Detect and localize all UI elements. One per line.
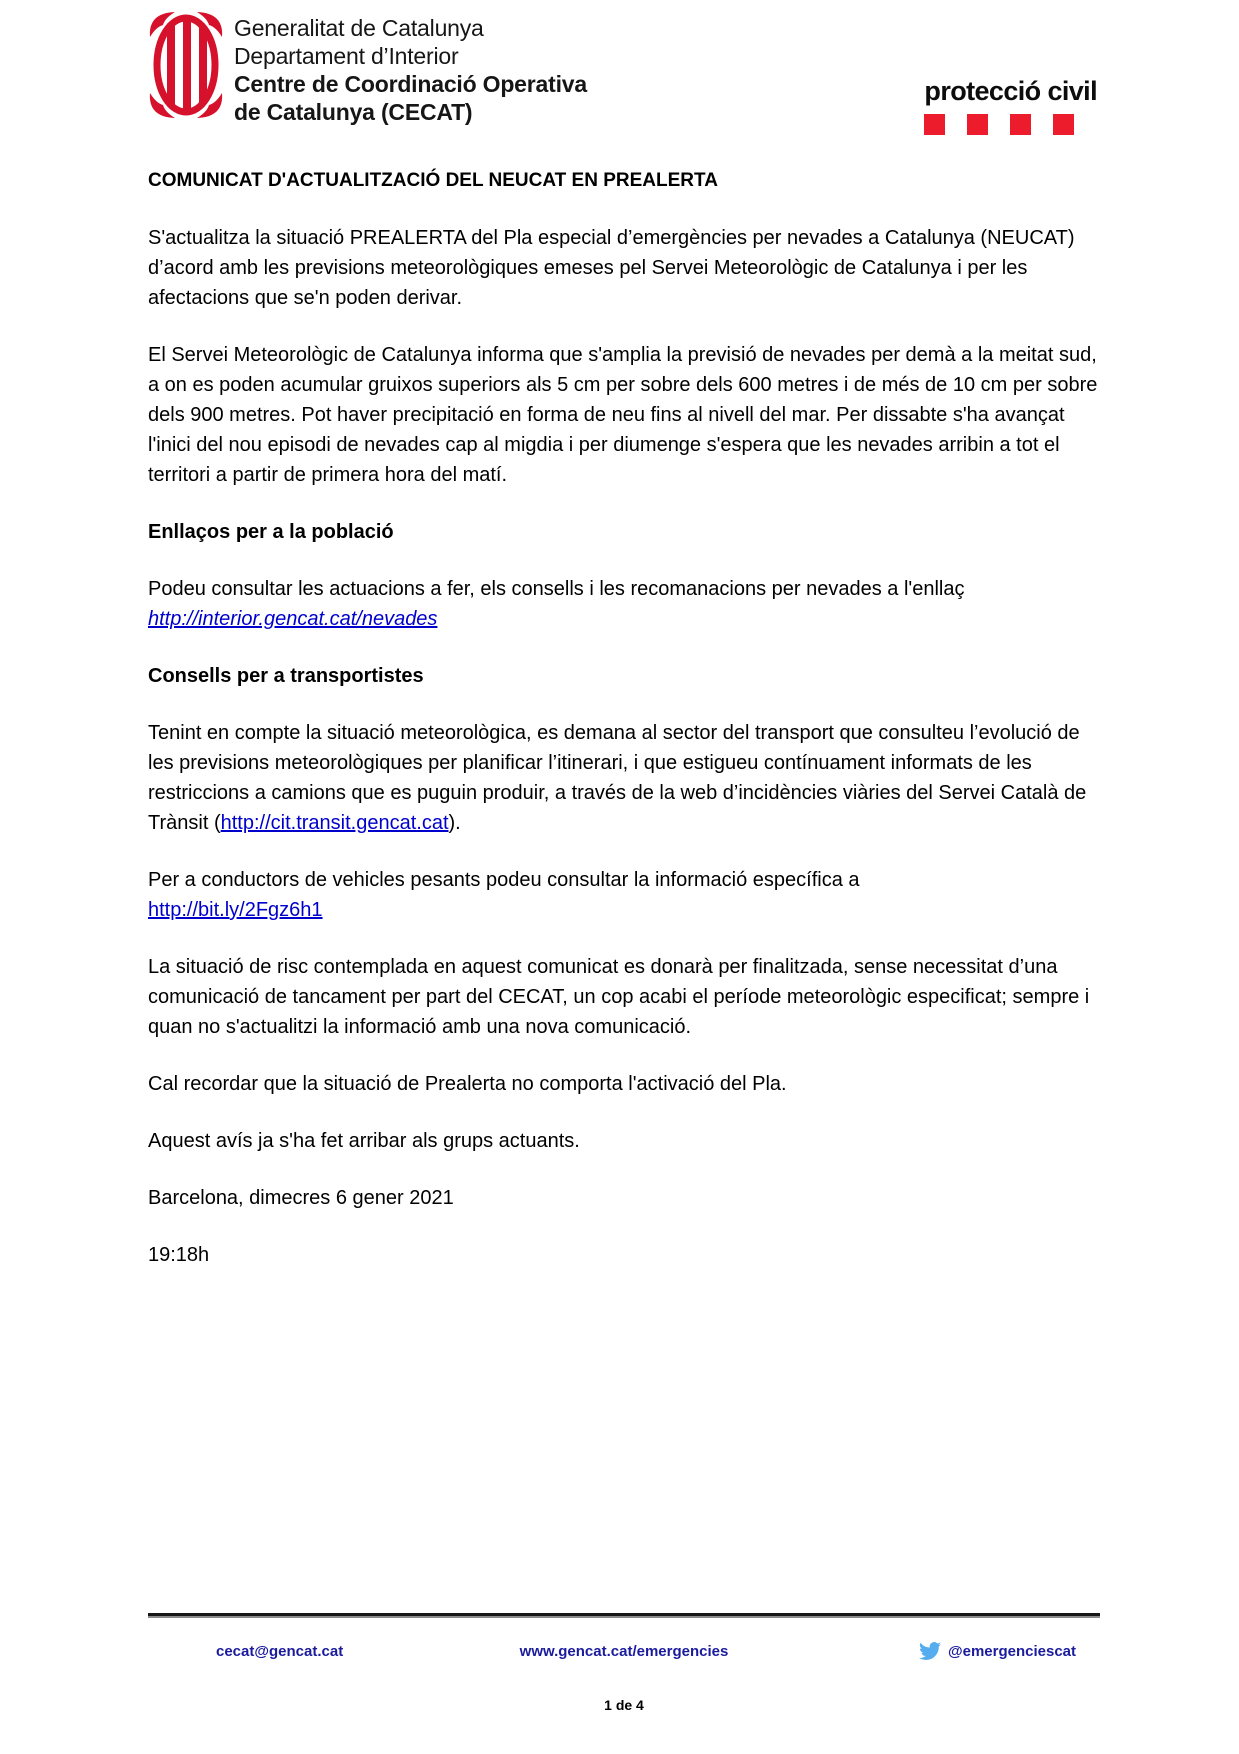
paragraph-prealerta: Cal recordar que la situació de Prealerta no comporta l'activació del Pla. [148,1073,787,1095]
paragraph-meteo: El Servei Meteorològic de Catalunya informa que s'amplia la previsió de nevades per demà a la meitat sud, a on es poden acumular gruixos superiors als 5 cm per sobre dels 600 metres i de més de 10 cm per sobre dels 900 metres. Pot haver precipitació en forma de neu fins al nivell del mar. Per dissabte s'ha avançat l'inici del nou episodi de nevades cap al migdia i per diumenge s'espera que les nevades arribin a tot el territori a partir de primera hora del matí. [148,344,1098,486]
paragraph-enllacos-text: Podeu consultar les actuacions a fer, els consells i les recomanacions per nevades a l'enllaç [148,578,965,600]
paragraph-pesants-text: Per a conductors de vehicles pesants podeu consultar la informació específica a [148,869,860,891]
org-identity [234,10,587,126]
document-body [148,166,1100,1270]
document-title: COMUNICAT D'ACTUALITZACIÓ DEL NEUCAT EN PREALERTA [148,170,718,191]
proteccio-civil-logo [924,76,1097,135]
paragraph-hora: 19:18h [148,1244,210,1266]
heading-consells: Consells per a transportistes [148,665,424,687]
footer-web-link[interactable]: www.gencat.cat/emergencies [519,1643,729,1660]
org-line: Centre de Coordinació Operativa [234,71,587,97]
page-header [148,10,587,126]
proteccio-civil-label: protecció civil [924,76,1097,106]
link-bitly[interactable]: http://bit.ly/2Fgz6h1 [148,899,323,921]
paragraph-intro: S'actualitza la situació PREALERTA del Pla especial d’emergències per nevades a Catalunya (NEUCAT) d’acord amb les previsions meteorològiques emeses pel Servei Meteorològic de Catalunya i per les afectacions que se'n poden derivar. [148,227,1075,309]
red-square-icon [924,114,945,135]
paragraph-enllacos [148,574,1100,634]
red-square-icon [1053,114,1074,135]
page-footer [148,1640,1100,1666]
paragraph-transport [148,718,1100,838]
paragraph-tancament: La situació de risc contemplada en aquest comunicat es donarà per finalitzada, sense necessitat d’una comunicació de tancament per part del CECAT, un cop acabi el període meteorològic especificat; sempre i quan no s'actualitzi la informació amb una nova comunicació. [148,956,1090,1038]
org-line: de Catalunya (CECAT) [234,99,473,125]
generalitat-senyera-icon [148,10,224,120]
red-square-icon [1010,114,1031,135]
paragraph-transport-text: Tenint en compte la situació meteorològica, es demana al sector del transport que consulteu l’evolució de les previsions meteorològiques per planificar l’itinerari, i que estigueu contínuament informats de les restriccions a camions que es puguin produir, a través de la web d’incidències viàries del Servei Català de Trànsit ( [148,722,1087,834]
paragraph-pesants [148,865,1100,925]
paragraph-avis: Aquest avís ja s'ha fet arribar als grups actuants. [148,1130,580,1152]
footer-divider [148,1613,1100,1618]
page-number: 1 de 4 [604,1697,644,1713]
proteccio-civil-squares [924,114,1097,135]
link-cit-transit[interactable]: http://cit.transit.gencat.cat [220,812,449,834]
org-line: Departament d’Interior [234,43,459,69]
footer-email-link[interactable]: cecat@gencat.cat [216,1643,344,1660]
org-line: Generalitat de Catalunya [234,15,484,41]
twitter-bird-icon [919,1640,941,1662]
paragraph-transport-text-after: ). [448,812,461,834]
red-square-icon [967,114,988,135]
paragraph-lloc-data: Barcelona, dimecres 6 gener 2021 [148,1187,454,1209]
heading-enllacos: Enllaços per a la població [148,521,394,543]
footer-twitter[interactable] [919,1640,1076,1662]
footer-twitter-handle: @emergenciescat [947,1642,1076,1660]
link-interior-nevades[interactable]: http://interior.gencat.cat/nevades [148,608,438,630]
